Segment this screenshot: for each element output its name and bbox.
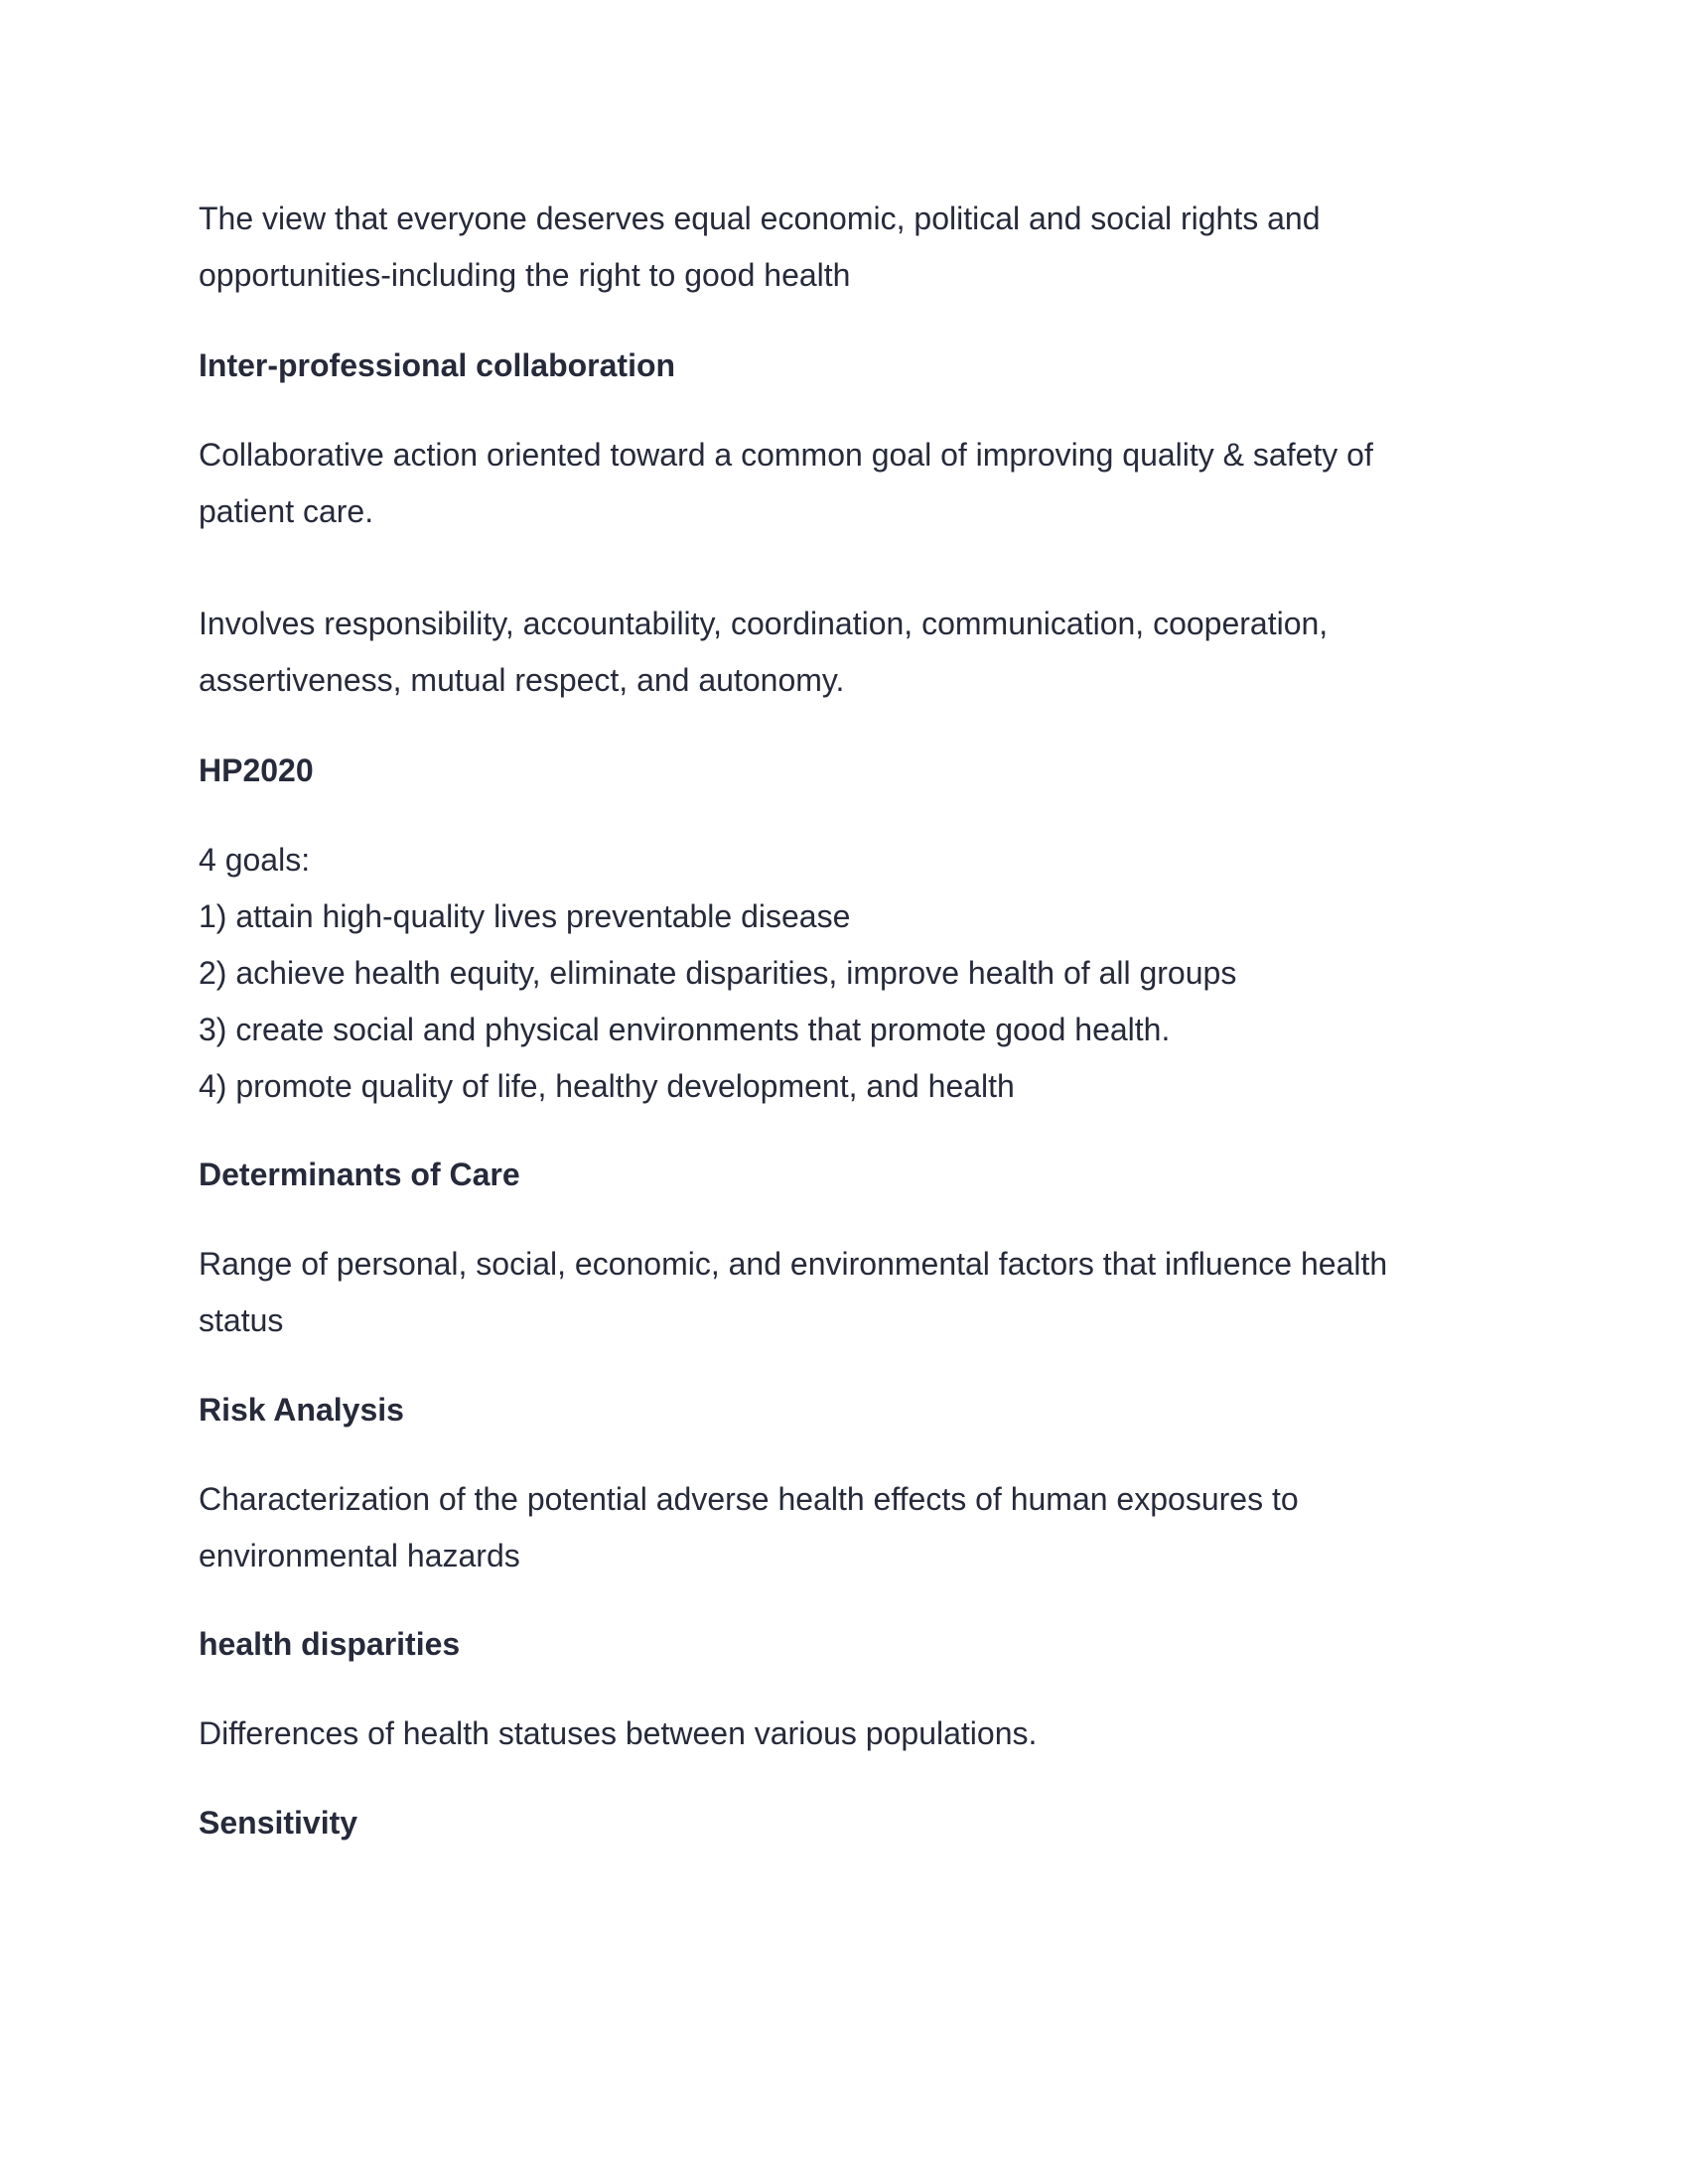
definition-hp2020 <box>199 832 1236 1115</box>
definition-line: Range of personal, social, economic, and environmental factors that influence health <box>199 1246 1388 1282</box>
definition-line: assertiveness, mutual respect, and autonomy. <box>199 662 845 698</box>
definition-line: patient care. <box>199 493 374 529</box>
definition-risk-analysis <box>199 1471 1299 1584</box>
definition-inter-professional-collaboration-extra <box>199 596 1328 709</box>
definition-line: Characterization of the potential adverse health effects of human exposures to <box>199 1481 1299 1517</box>
definition-line: 1) attain high-quality lives preventable disease <box>199 898 851 934</box>
definition-line: status <box>199 1302 284 1338</box>
definition-determinants-of-care <box>199 1236 1387 1349</box>
term-inter-professional-collaboration: Inter-professional collaboration <box>199 347 676 383</box>
definition-line: Differences of health statuses between various populations. <box>199 1715 1038 1751</box>
definition-line: 2) achieve health equity, eliminate disparities, improve health of all groups <box>199 955 1237 991</box>
definition-line: Involves responsibility, accountability, coordination, communication, cooperation, <box>199 606 1329 641</box>
definition-line: The view that everyone deserves equal economic, political and social rights and <box>199 201 1321 236</box>
definition-line: 4 goals: <box>199 842 311 878</box>
definition-line: Collaborative action oriented toward a common goal of improving quality & safety of <box>199 437 1373 473</box>
term-hp2020: HP2020 <box>199 752 314 788</box>
definition-line: opportunities-including the right to good health <box>199 257 851 293</box>
term-determinants-of-care: Determinants of Care <box>199 1157 520 1192</box>
definition-health-disparities <box>199 1706 1037 1762</box>
term-risk-analysis: Risk Analysis <box>199 1392 404 1428</box>
definition-inter-professional-collaboration <box>199 427 1373 540</box>
term-health-disparities: health disparities <box>199 1626 461 1662</box>
term-sensitivity: Sensitivity <box>199 1805 358 1841</box>
definition-line: environmental hazards <box>199 1538 520 1573</box>
definition-line: 4) promote quality of life, healthy development, and health <box>199 1068 1015 1104</box>
definition-health-equity <box>199 191 1321 304</box>
definition-line: 3) create social and physical environments that promote good health. <box>199 1012 1171 1047</box>
